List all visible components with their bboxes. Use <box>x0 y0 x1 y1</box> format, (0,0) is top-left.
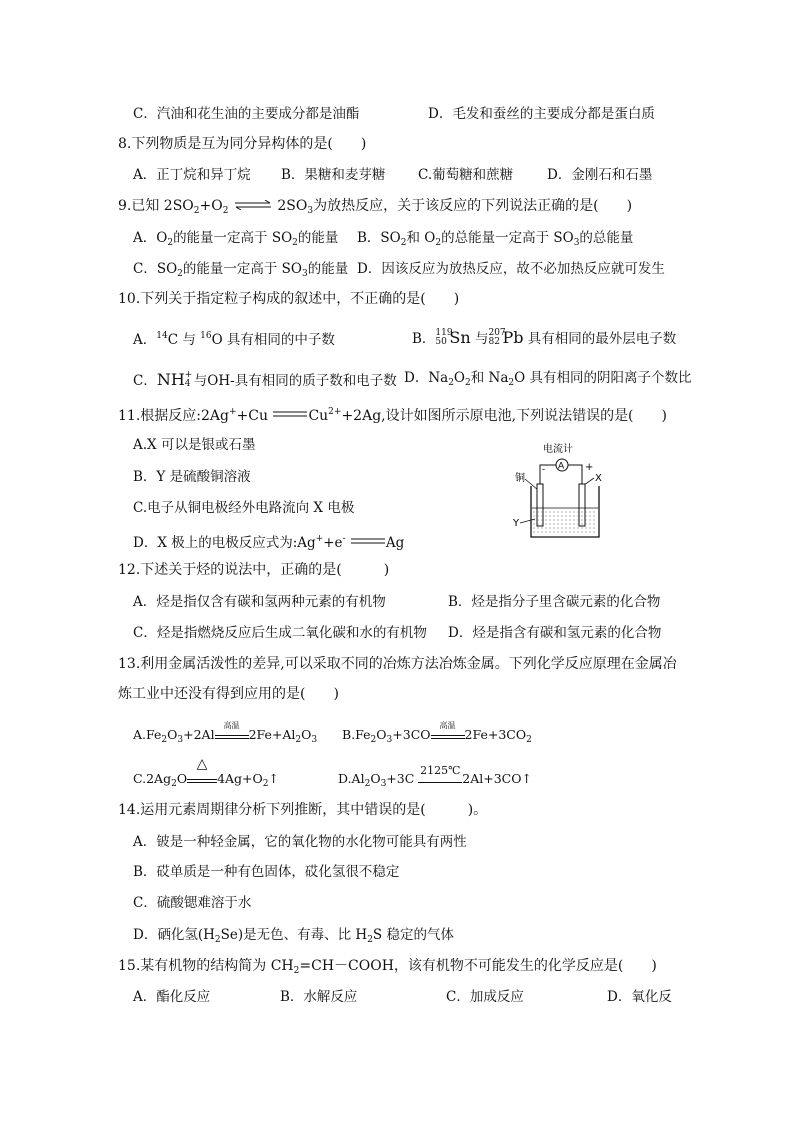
q8-option-a: A．正丁烷和异丁烷 <box>133 167 251 183</box>
galvanic-cell-figure <box>505 438 615 548</box>
q12-option-b: B．烃是指分子里含碳元素的化合物 <box>448 594 661 610</box>
q13-stem-line2: 炼工业中还没有得到应用的是( ) <box>118 686 339 702</box>
q10-option-d: D．$Na_2O_2$和 $Na_2O$ 具有相同的阴阳离子个数比 <box>404 370 692 388</box>
reversible-arrow-icon <box>233 200 273 210</box>
q11-option-d: D．X 极上的电极反应式为:Ag++e- Ag <box>133 534 405 551</box>
equals-arrow-icon <box>272 410 308 418</box>
q8-option-b: B．果糖和麦芽糖 <box>281 167 386 183</box>
equals-arrow-icon <box>350 537 386 545</box>
q13-stem-line1: 13.利用金属活泼性的差异,可以采取不同的冶炼方法冶炼金属。下列化学反应原理在金属冶 <box>118 656 677 672</box>
q15-stem: 15.某有机物的结构简为 $CH_2=CH-COOH$，该有机物不可能发生的化学反应是( ) <box>118 958 657 976</box>
q7-option-d: D．毛发和蚕丝的主要成分都是蛋白质 <box>428 106 655 122</box>
q15-option-d: D．氧化反 <box>607 989 672 1005</box>
svg-text:-: - <box>542 465 546 475</box>
q9-option-a: A．$O_2$的能量一定高于 $SO_2$的能量 <box>133 230 339 248</box>
q8-stem: 8.下列物质是互为同分异构体的是( ) <box>118 136 367 152</box>
q14-option-a: A．铍是一种轻金属，它的氧化物的水化物可能具有两性 <box>133 834 467 850</box>
q11-stem: 11.根据反应:2Ag++Cu $Cu^{2+}+2Ag$,设计如图所示原电池,下列说法错误的是( ) <box>118 407 667 424</box>
q13-option-a: $A.Fe_2O_3+2Al$ 高温 $2Fe+Al_2O_3$ <box>133 721 318 745</box>
q11-option-c: C.电子从铜电极经外电路流向 X 电极 <box>133 500 355 516</box>
copper-label: 铜 <box>515 473 525 484</box>
q10-option-c: C．NH + 4 与OH-具有相同的质子数和电子数 <box>133 370 397 389</box>
q12-option-a: A．烃是指仅含有碳和氢两种元素的有机物 <box>133 594 386 610</box>
q14-option-d: D．硒化氢$(H_2Se)$是无色、有毒、比 $H_2S$ 稳定的气体 <box>133 927 454 945</box>
q12-option-c: C．烃是指燃烧反应后生成二氧化碳和水的有机物 <box>133 625 427 641</box>
q8-option-d: D．金刚石和石墨 <box>547 167 653 183</box>
ammeter-label: 电流计 <box>543 444 573 455</box>
q9-option-c: C．$SO_2$的能量一定高于 $SO_3$的能量 <box>133 261 349 279</box>
q13-option-b: $B.Fe_2O_3+3CO$ 高温 $2Fe+3CO_2$ <box>342 721 532 745</box>
q14-option-b: B．砹单质是一种有色固体，砹化氢很不稳定 <box>133 864 400 880</box>
q12-stem: 12.下述关于烃的说法中，正确的是( ) <box>118 562 390 578</box>
q10-option-b: B． 119 50 Sn 与 207 82 Pb 具有相同的最外层电子数 <box>412 328 677 347</box>
svg-text:A: A <box>558 461 565 472</box>
q12-option-d: D．烃是指含有碳和氢元素的化合物 <box>448 625 662 641</box>
q7-option-c: C．汽油和花生油的主要成分都是油酯 <box>133 106 360 122</box>
q9-stem: 9.已知 $2SO_2+O_2$ $2SO_3$为放热反应，关于该反应的下列说法正确的是( ) <box>118 198 633 216</box>
q14-option-c: C．硫酸锶难溶于水 <box>133 895 252 911</box>
y-label: Y <box>513 518 520 529</box>
q14-stem: 14.运用元素周期律分析下列推断，其中错误的是( )。 <box>118 802 488 818</box>
q8-option-c: C.葡萄糖和蔗糖 <box>418 167 514 183</box>
q11-option-a: A.X 可以是银或石墨 <box>133 437 256 453</box>
q9-option-d: D．因该反应为放热反应，故不必加热反应就可发生 <box>357 261 665 277</box>
q10-option-a: A．$^{14}$C 与 $^{16}$O 具有相同的中子数 <box>133 331 335 348</box>
q10-stem: 10.下列关于指定粒子构成的叙述中，不正确的是( ) <box>118 291 460 307</box>
x-label: X <box>595 473 602 484</box>
q13-option-d: $D.Al_2O_3+3C$ 2125℃ 2Al+3CO↑ <box>338 764 532 789</box>
svg-text:+: + <box>585 462 594 473</box>
q11-option-b: B．Y 是硫酸铜溶液 <box>133 469 251 485</box>
q15-option-c: C．加成反应 <box>446 989 524 1005</box>
q15-option-a: A．酯化反应 <box>133 989 211 1005</box>
q13-option-c: $C.2Ag_2O$ △ $4Ag+O_2↑$ <box>133 756 279 789</box>
q15-option-b: B．水解反应 <box>280 989 358 1005</box>
q9-option-b: B．$SO_2$和 $O_2$的总能量一定高于 $SO_3$的总能量 <box>357 230 634 248</box>
